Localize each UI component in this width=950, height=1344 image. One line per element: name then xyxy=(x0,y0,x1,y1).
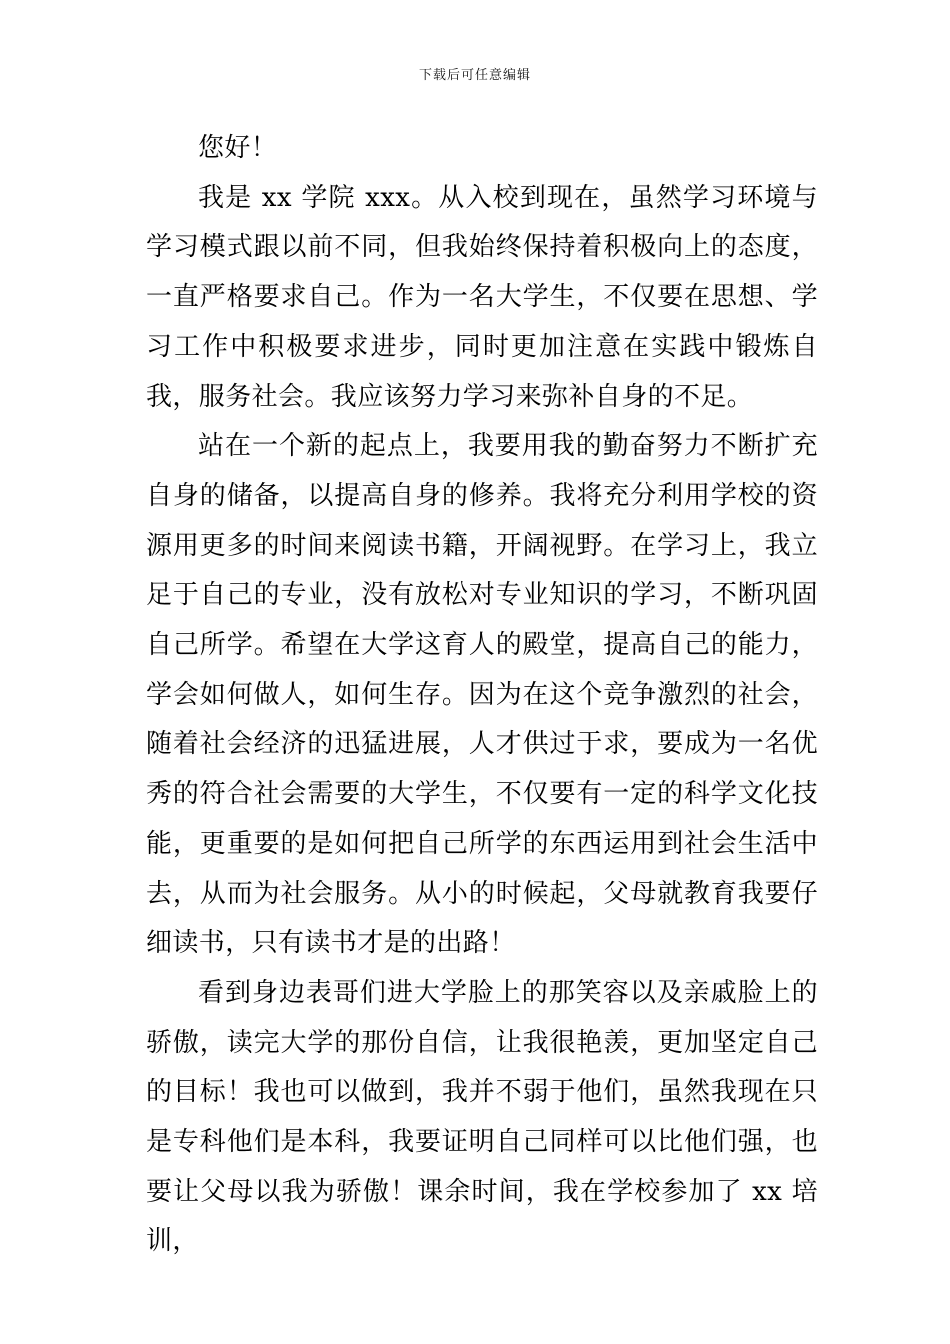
body-paragraph-1: 我是 xx 学院 xxx。从入校到现在，虽然学习环境与学习模式跟以前不同，但我始终保持着积极向上的态度，一直严格要求自己。作为一名大学生，不仅要在思想、学习工作中积极要求进步，同时更加注意在实践中锻炼自我，服务社会。我应该努力学习来弥补自身的不足。 xyxy=(146,182,818,412)
body-paragraph-2: 站在一个新的起点上，我要用我的勤奋努力不断扩充自身的储备，以提高自身的修养。我将充分利用学校的资源用更多的时间来阅读书籍，开阔视野。在学习上，我立足于自己的专业，没有放松对专业知识的学习，不断巩固自己所学。希望在大学这育人的殿堂，提高自己的能力，学会如何做人，如何生存。因为在这个竞争激烈的社会，随着社会经济的迅猛进展，人才供过于求，要成为一名优秀的符合社会需要的大学生，不仅要有一定的科学文化技能，更重要的是如何把自己所学的东西运用到社会生活中去，从而为社会服务。从小的时候起，父母就教育我要仔细读书，只有读书才是的出路！ xyxy=(146,431,818,959)
greeting-paragraph: 您好！ xyxy=(198,133,278,163)
document-body xyxy=(146,124,818,1267)
body-paragraph-3: 看到身边表哥们进大学脸上的那笑容以及亲戚脸上的骄傲，读完大学的那份自信，让我很艳羡，更加坚定自己的目标！我也可以做到，我并不弱于他们，虽然我现在只是专科他们是本科，我要证明自己同样可以比他们强，也要让父母以我为骄傲！课余时间，我在学校参加了 xx 培训， xyxy=(146,977,818,1257)
page-header-note: 下载后可任意编辑 xyxy=(418,68,531,83)
